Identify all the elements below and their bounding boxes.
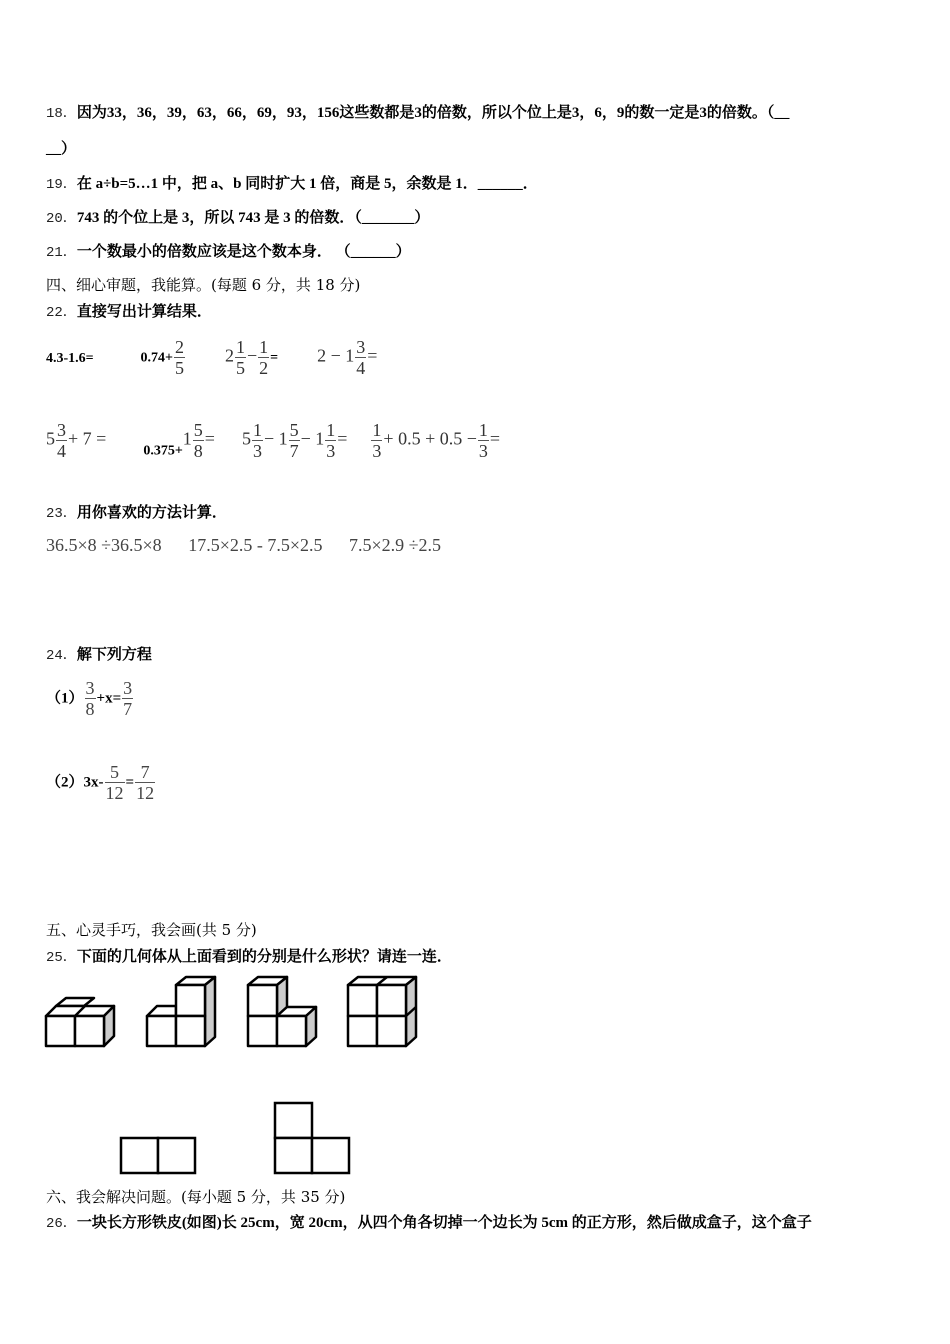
question-text: 一个数最小的倍数应该是这个数本身． （______） [76, 244, 411, 260]
section-5-title: 五、心灵手巧，我会画(共 5 分) [46, 921, 257, 939]
question-text: 直接写出计算结果． [76, 304, 212, 320]
fraction: $\frac{5}{7}$ [289, 420, 299, 461]
question-22 [46, 301, 212, 323]
equation-1: （1） $\frac{3}{8}$ +x= $\frac{3}{7}$ [46, 678, 133, 719]
fraction: $\frac{1}{3}$ [372, 420, 382, 461]
question-number: 25． [46, 950, 77, 966]
fraction: $\frac{1}{5}$ [235, 337, 245, 378]
question-text: 在 a÷b=5…1 中，把 a、b 同时扩大 1 倍，商是 5，余数是 1．______． [76, 176, 538, 192]
fraction: $\frac{3}{4}$ [57, 420, 66, 461]
fraction: $\frac{5}{12}$ [105, 762, 124, 803]
fraction: $\frac{3}{4}$ [356, 337, 366, 378]
question-text: 因为33，36，39，63，66，69，93，156这些数都是3的倍数，所以个位上是3，6，9的数一定是3的倍数。（__ [76, 105, 790, 121]
expr-1: 4.3-1.6= [46, 350, 94, 366]
expr-2: 17.5×2.5 - 7.5×2.5 [188, 535, 323, 555]
question-25 [46, 946, 452, 968]
fraction: $\frac{3}{8}$ [85, 678, 95, 719]
equation-2: （2）3x- $\frac{5}{12}$ = $\frac{7}{12}$ [46, 762, 155, 803]
calc-row-1: 4.3-1.6= 0.74+ $\frac{2}{5}$ 2 $\frac{1}{5}$ − $\frac{1}{2}$ = 2 − 1 $\frac{3}{4}$ = [46, 337, 378, 378]
question-number: 20． [46, 211, 77, 227]
question-19 [46, 173, 538, 195]
expr-1: 36.5×8 ÷36.5×8 [46, 535, 162, 555]
calc-expressions [46, 535, 463, 556]
question-text: 用你喜欢的方法计算． [76, 505, 227, 521]
question-23 [46, 502, 227, 524]
fraction: $\frac{5}{8}$ [193, 420, 203, 461]
fraction: $\frac{1}{3}$ [326, 420, 336, 461]
question-number: 26． [46, 1216, 77, 1232]
question-number: 23． [46, 506, 77, 522]
fraction: $\frac{3}{7}$ [123, 678, 133, 719]
fraction: $\frac{7}{12}$ [136, 762, 155, 803]
expr-3: 7.5×2.9 ÷2.5 [348, 535, 442, 555]
top-view-shape-1 [119, 1136, 199, 1176]
fraction: $\frac{1}{3}$ [478, 420, 488, 461]
section-6-title: 六、我会解决问题。(每小题 5 分，共 35 分) [46, 1188, 346, 1206]
question-text: 一块长方形铁皮(如图)长 25cm，宽 20cm，从四个角各切掉一个边长为 5cm 的正方形，然后做成盒子，这个盒子 [76, 1215, 812, 1231]
question-24 [46, 644, 152, 666]
calc-row-2: 5 $\frac{3}{4}$ + 7 = $_{0.375+}$1 $\frac{5}{8}$ = 5 $\frac{1}{3}$ − 1 $\frac{5}{7}$ − 1 $\frac{1}{3}$ = $\frac{1}{3}$ + 0.5 + 0.5 − $\frac{1}{3}$ = [46, 420, 501, 461]
question-20 [46, 207, 429, 229]
fraction: $\frac{2}{5}$ [174, 337, 184, 378]
fraction: $\frac{1}{2}$ [259, 337, 269, 378]
question-text: 下面的几何体从上面看到的分别是什么形状？请连一连． [76, 949, 452, 965]
section-4-title: 四、细心审题，我能算。(每题 6 分，共 18 分) [46, 276, 361, 294]
question-number: 24． [46, 648, 77, 664]
question-26 [46, 1212, 812, 1234]
cube-figure-2 [145, 975, 219, 1048]
question-number: 19． [46, 177, 77, 193]
cube-figure-4 [346, 975, 420, 1048]
expr-2-prefix: 0.74+ [140, 350, 173, 366]
question-number: 22． [46, 305, 77, 321]
top-view-shape-2 [273, 1101, 353, 1176]
question-number: 21． [46, 245, 77, 261]
question-text: 解下列方程 [76, 647, 152, 663]
question-text: 743 的个位上是 3，所以 743 是 3 的倍数．（_______） [76, 210, 430, 226]
question-number: 18． [46, 106, 77, 122]
cube-figure-3 [246, 975, 320, 1048]
cube-figure-1 [44, 996, 118, 1048]
question-21 [46, 241, 411, 263]
question-18 [46, 102, 789, 124]
answer-blank[interactable]: __） [46, 141, 77, 157]
fraction: $\frac{1}{3}$ [252, 420, 262, 461]
question-18-continuation [46, 138, 76, 159]
